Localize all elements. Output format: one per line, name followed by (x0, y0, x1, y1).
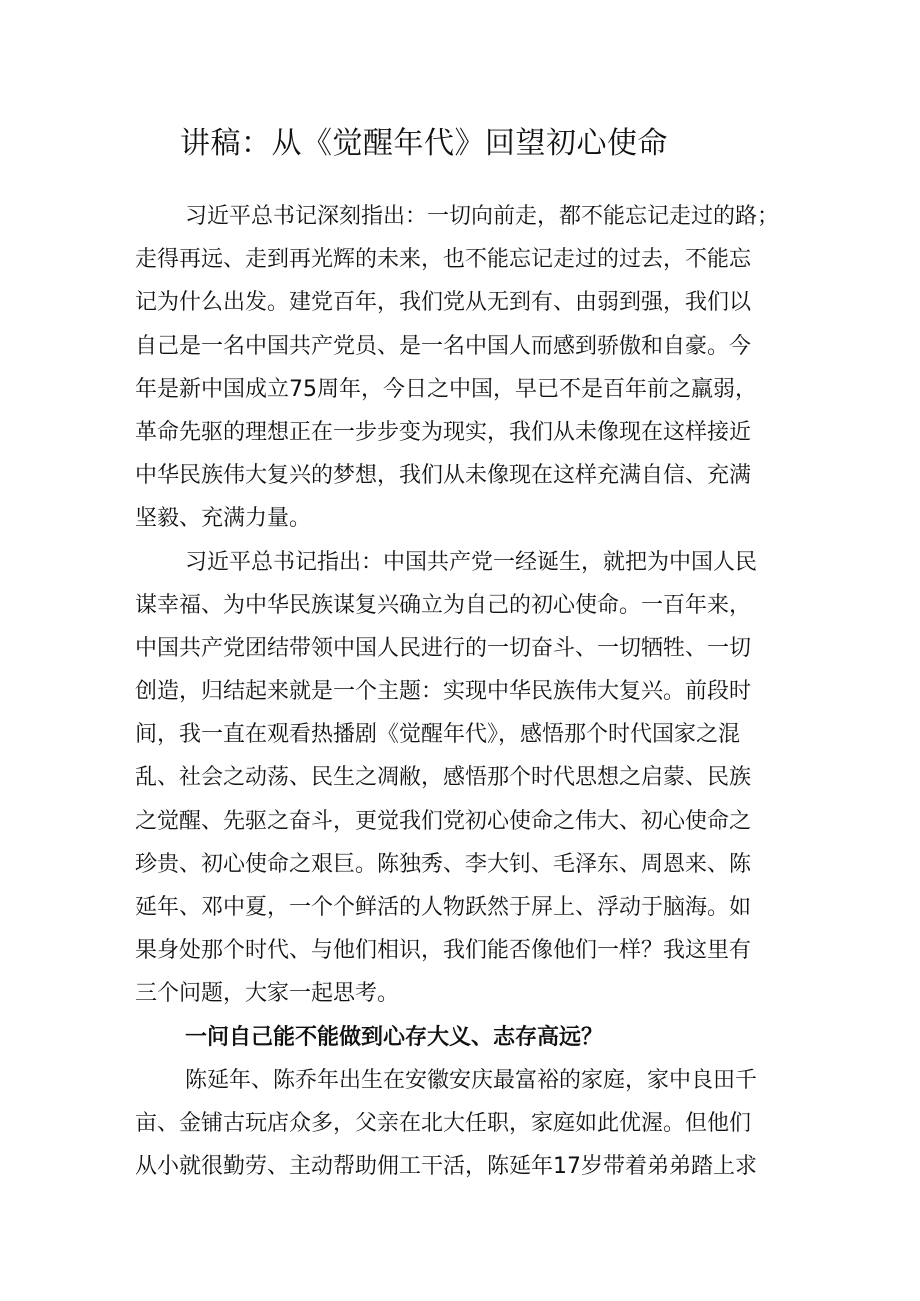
paragraph-line: 习近平总书记指出：中国共产党一经诞生，就把为中国人民 (185, 549, 758, 575)
paragraph-line: 果身处那个时代、与他们相识，我们能否像他们一样？我这里有 (135, 938, 752, 964)
document-title: 讲稿：从《觉醒年代》回望初心使命 (180, 126, 668, 161)
paragraph-line: 乱、社会之动荡、民生之凋敝，感悟那个时代思想之启蒙、民族 (135, 765, 752, 791)
paragraph-line: 从小就很勤劳、主动帮助佣工干活，陈延年17岁带着弟弟踏上求 (135, 1154, 757, 1180)
paragraph-line: 亩、金铺古玩店众多，父亲在北大任职，家庭如此优渥。但他们 (135, 1110, 752, 1136)
paragraph-line: 走得再远、走到再光辉的未来，也不能忘记走过的过去，不能忘 (135, 247, 752, 273)
paragraph-line: 陈延年、陈乔年出生在安徽安庆最富裕的家庭，家中良田千 (185, 1067, 758, 1093)
paragraph-line: 革命先驱的理想正在一步步变为现实，我们从未像现在这样接近 (135, 419, 752, 445)
paragraph-line: 中华民族伟大复兴的梦想，我们从未像现在这样充满自信、充满 (135, 463, 752, 489)
paragraph-line: 之觉醒、先驱之奋斗，更觉我们党初心使命之伟大、初心使命之 (135, 808, 752, 834)
paragraph-line: 珍贵、初心使命之艰巨。陈独秀、李大钊、毛泽东、周恩来、陈 (135, 851, 752, 877)
paragraph-line: 谋幸福、为中华民族谋复兴确立为自己的初心使命。一百年来， (135, 592, 752, 618)
section-heading: 一问自己能不能做到心存大义、志存高远？ (185, 1024, 604, 1050)
paragraph-line: 延年、邓中夏，一个个鲜活的人物跃然于屏上、浮动于脑海。如 (135, 895, 752, 920)
paragraph-line: 中国共产党团结带领中国人民进行的一切奋斗、一切牺牲、一切 (135, 635, 752, 661)
paragraph-line: 间，我一直在观看热播剧《觉醒年代》，感悟那个时代国家之混 (135, 722, 741, 748)
paragraph-line: 坚毅、充满力量。 (135, 506, 312, 532)
paragraph-line: 记为什么出发。建党百年，我们党从无到有、由弱到强，我们以 (135, 290, 752, 316)
paragraph-line: 三个问题，大家一起思考。 (135, 981, 400, 1007)
paragraph-line: 自己是一名中国共产党员、是一名中国人而感到骄傲和自豪。今 (135, 333, 752, 359)
document-body (135, 195, 795, 1188)
paragraph-line: 年是新中国成立75周年，今日之中国，早已不是百年前之羸弱， (135, 376, 757, 402)
paragraph-line: 习近平总书记深刻指出：一切向前走，都不能忘记走过的路； (185, 204, 780, 229)
paragraph-line: 创造，归结起来就是一个主题：实现中华民族伟大复兴。前段时 (135, 679, 752, 705)
